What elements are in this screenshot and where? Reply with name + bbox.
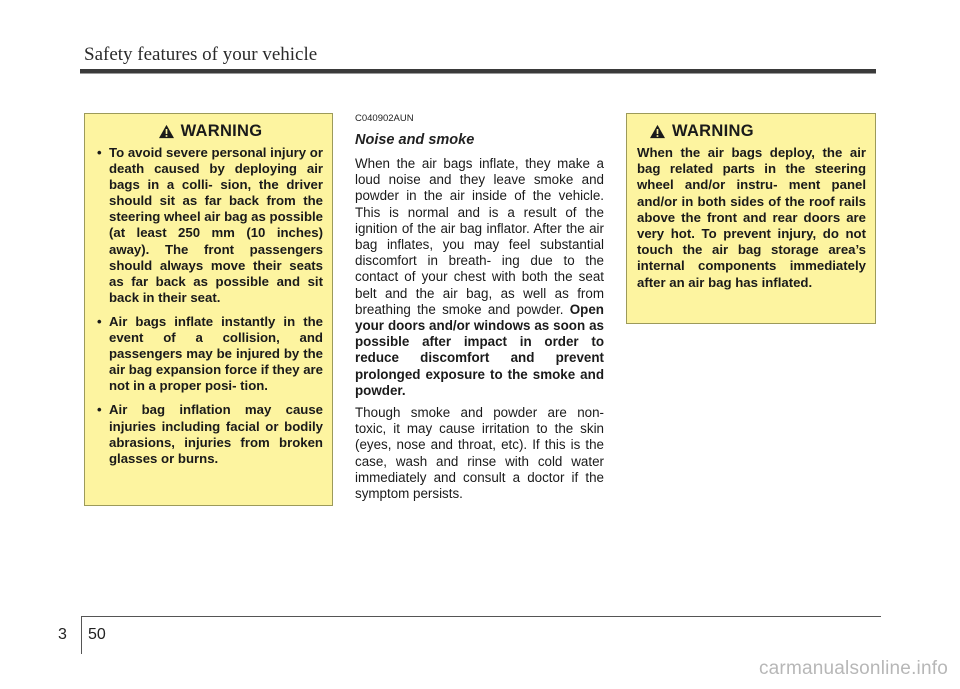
section-subheading: Noise and smoke — [355, 132, 475, 148]
left-warning-box — [84, 113, 333, 506]
warning-triangle-icon — [158, 124, 175, 139]
body-paragraph-1-bold: Open your doors and/or windows as soon as possible after impact in order to reduce discomfort and prevent prolonged exposure to the smoke and powder. — [355, 301, 604, 398]
left-warning-header — [97, 122, 323, 141]
left-warning-list — [97, 145, 323, 467]
left-warning-item-1: • To avoid severe personal injury or death caused by deploying air bags in a colli- sion, the driver should sit as far back from the steering wheel air bag as possible (at least 250 mm (10 inches) away). The front passengers should always move their seats as far back as possible and sit back in their seat. — [97, 145, 323, 306]
body-paragraph-2: Though smoke and powder are non- toxic, it may cause irritation to the skin (eyes, nose and throat, etc). If this is the case, wash and rinse with cold water immediately and consult a doctor if the symptom persists. — [355, 405, 604, 502]
warning-triangle-icon — [649, 124, 666, 139]
right-warning-header — [637, 122, 866, 141]
right-warning-title: WARNING — [672, 122, 754, 140]
body-paragraph-1-normal: When the air bags inflate, they make a loud noise and they leave smoke and powder in the air inside of the vehicle. This is normal and is a result of the ignition of the air bag inflator. After the air bag inflates, you may feel substantial discomfort in breath- ing due to the contact of your chest with both the seat belt and the air bag, as well as from breathing the smoke and powder. — [355, 156, 604, 317]
section-code: C040902AUN — [355, 113, 414, 124]
section-title: Safety features of your vehicle — [84, 44, 318, 65]
left-warning-item-3: • Air bag inflation may cause injuries including facial or bodily abrasions, injuries from broken glasses or burns. — [97, 402, 323, 466]
left-warning-item-2: • Air bags inflate instantly in the event of a collision, and passengers may be injured by the air bag expansion force if they are not in a proper posi- tion. — [97, 314, 323, 394]
page-number: 50 — [88, 626, 106, 643]
footer-rule-vertical — [81, 616, 83, 654]
body-paragraph-1 — [355, 156, 604, 399]
footer-rule — [81, 616, 881, 617]
right-warning-box — [626, 113, 876, 324]
noise-and-smoke-section — [355, 113, 604, 508]
header-rule-light — [80, 73, 876, 74]
right-warning-text: When the air bags deploy, the air bag related parts in the steering wheel and/or instru- ment panel and/or in both sides of the roof rails above the front and rear doors are very hot. To prevent injury, do not touch the air bag storage area’s internal components immediately after an air bag has inflated. — [637, 145, 866, 290]
left-warning-title: WARNING — [180, 122, 263, 140]
chapter-number: 3 — [58, 626, 67, 643]
watermark-text: carmanualsonline.info — [758, 658, 948, 679]
